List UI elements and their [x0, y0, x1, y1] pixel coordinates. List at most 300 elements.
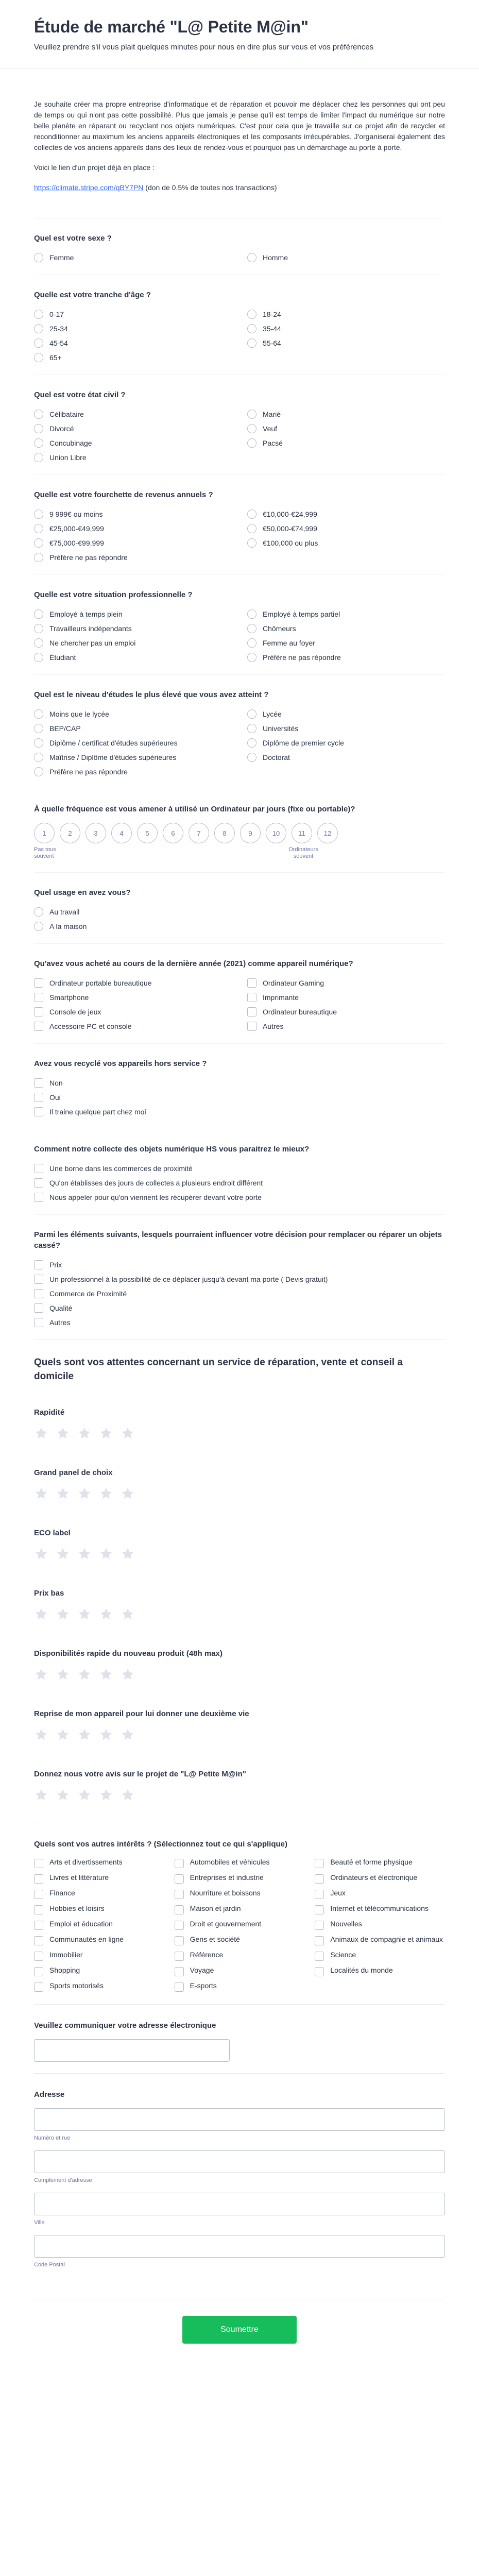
checkbox[interactable] [34, 1275, 43, 1284]
checkbox-option[interactable] [315, 1935, 445, 1946]
option-label: 35-44 [263, 325, 281, 333]
checkbox-option[interactable] [175, 1920, 305, 1931]
radio-option[interactable] [34, 437, 232, 449]
scale-option[interactable]: 7 [189, 823, 209, 843]
checkbox[interactable] [315, 1859, 324, 1868]
form-subtitle: Veuillez prendre s'il vous plait quelques minutes pour nous en dire plus sur vous et vos préférences [34, 43, 374, 52]
radio-option[interactable] [34, 323, 232, 334]
checkbox-option[interactable] [315, 1920, 445, 1931]
star-icon[interactable] [99, 1547, 113, 1561]
checkbox[interactable] [34, 978, 43, 988]
rating-question [34, 1642, 445, 1702]
checkbox[interactable] [34, 1260, 43, 1269]
radio-option[interactable] [247, 437, 445, 449]
radio-button[interactable] [247, 324, 256, 333]
checkbox-option[interactable] [34, 1288, 445, 1299]
frequency-scale [34, 823, 445, 843]
form-title: Étude de marché "L@ Petite M@in" [34, 18, 309, 36]
checkbox-option[interactable] [34, 1889, 164, 1900]
option-label: Employé à temps partiel [263, 610, 340, 618]
question-label: Qu'avez vous acheté au cours de la dernière année (2021) comme appareil numérique? [34, 959, 353, 968]
option-label: Animaux de compagnie et animaux [330, 1935, 443, 1943]
checkbox-option[interactable] [34, 1106, 445, 1117]
checkbox-option[interactable] [175, 1858, 305, 1869]
option-label: Une borne dans les commerces de proximité [49, 1164, 193, 1173]
star-icon[interactable] [121, 1486, 135, 1501]
scale-option[interactable]: 5 [137, 823, 158, 843]
radio-button[interactable] [34, 524, 43, 533]
checkbox[interactable] [175, 1905, 184, 1914]
checkbox-option[interactable] [34, 1904, 164, 1916]
option-label: Livres et littérature [49, 1873, 109, 1882]
radio-button[interactable] [34, 638, 43, 648]
checkbox-option[interactable] [175, 1981, 305, 1993]
radio-button[interactable] [34, 709, 43, 719]
project-link[interactable]: https://climate.stripe.com/qBY7PN [34, 183, 144, 192]
checkbox-option[interactable] [34, 1966, 164, 1977]
option-label: Droit et gouvernement [190, 1920, 262, 1928]
star-icon[interactable] [99, 1667, 113, 1682]
star-icon[interactable] [99, 1607, 113, 1621]
star-icon[interactable] [56, 1426, 70, 1440]
radio-button[interactable] [34, 922, 43, 931]
radio-option[interactable] [34, 409, 232, 420]
radio-button[interactable] [34, 510, 43, 519]
scale-option[interactable]: 1 [34, 823, 55, 843]
question-label: Disponibilités rapide du nouveau produit (48h max) [34, 1649, 223, 1658]
star-rating [34, 1607, 445, 1621]
star-icon[interactable] [34, 1547, 48, 1561]
radio-option[interactable] [34, 537, 232, 549]
question-etudes [34, 674, 445, 789]
checkbox[interactable] [34, 1952, 43, 1961]
star-icon[interactable] [34, 1607, 48, 1621]
checkbox-option[interactable] [247, 1006, 445, 1018]
star-icon[interactable] [34, 1788, 48, 1802]
radio-button[interactable] [34, 907, 43, 917]
question-label: Veuillez communiquer votre adresse électronique [34, 2021, 216, 2030]
rating-question [34, 1702, 445, 1762]
checkbox[interactable] [34, 1859, 43, 1868]
checkbox-option[interactable] [34, 1317, 445, 1328]
intro-link-lead: Voici le lien d'un projet déjà en place : [34, 163, 155, 172]
checkbox-option[interactable] [34, 1077, 445, 1089]
checkbox[interactable] [34, 1178, 43, 1188]
checkbox[interactable] [34, 1078, 43, 1088]
checkbox[interactable] [315, 1936, 324, 1945]
star-rating [34, 1547, 445, 1561]
star-icon[interactable] [121, 1547, 135, 1561]
radio-button[interactable] [34, 353, 43, 362]
option-label: Internet et télécommunications [330, 1904, 429, 1912]
radio-option[interactable] [247, 423, 445, 434]
checkbox-option[interactable] [34, 1177, 445, 1189]
checkbox-option[interactable] [34, 1259, 445, 1270]
checkbox[interactable] [34, 1890, 43, 1899]
option-label: Finance [49, 1889, 75, 1897]
checkbox[interactable] [34, 1289, 43, 1298]
radio-option[interactable] [247, 309, 445, 320]
radio-button[interactable] [34, 738, 43, 748]
scale-option[interactable]: 3 [85, 823, 106, 843]
radio-option[interactable] [247, 537, 445, 549]
checkbox[interactable] [34, 1022, 43, 1031]
checkbox-option[interactable] [34, 1006, 232, 1018]
checkbox[interactable] [175, 1952, 184, 1961]
checkbox-option[interactable] [34, 1873, 164, 1885]
star-icon[interactable] [121, 1667, 135, 1682]
checkbox-option[interactable] [34, 1981, 164, 1993]
option-label: A la maison [49, 922, 87, 930]
star-icon[interactable] [56, 1607, 70, 1621]
checkbox-option[interactable] [34, 1021, 232, 1032]
checkbox[interactable] [34, 1093, 43, 1102]
radio-button[interactable] [247, 709, 256, 719]
radio-option[interactable] [247, 637, 445, 649]
radio-option[interactable] [34, 652, 232, 663]
star-icon[interactable] [34, 1727, 48, 1742]
checkbox[interactable] [175, 1982, 184, 1992]
radio-button[interactable] [34, 538, 43, 548]
checkbox[interactable] [175, 1874, 184, 1884]
radio-button[interactable] [247, 624, 256, 633]
question-achat [34, 943, 445, 1043]
star-icon[interactable] [77, 1788, 92, 1802]
checkbox-option[interactable] [34, 992, 232, 1003]
star-icon[interactable] [34, 1486, 48, 1501]
radio-option[interactable] [247, 323, 445, 334]
option-label: Jeux [330, 1889, 346, 1897]
star-icon[interactable] [77, 1426, 92, 1440]
checkbox[interactable] [34, 1318, 43, 1327]
checkbox[interactable] [34, 1921, 43, 1930]
radio-button[interactable] [34, 424, 43, 433]
radio-button[interactable] [34, 767, 43, 776]
scale-option[interactable]: 11 [292, 823, 312, 843]
star-icon[interactable] [121, 1607, 135, 1621]
radio-option[interactable] [34, 552, 232, 563]
question-label: Avez vous recyclé vos appareils hors service ? [34, 1059, 207, 1068]
radio-button[interactable] [247, 310, 256, 319]
radio-button[interactable] [34, 624, 43, 633]
radio-button[interactable] [247, 538, 256, 548]
radio-option[interactable] [34, 523, 232, 534]
star-icon[interactable] [99, 1486, 113, 1501]
scale-labels [34, 846, 343, 861]
option-label: Communautés en ligne [49, 1935, 124, 1943]
radio-option[interactable] [247, 652, 445, 663]
options-group [34, 608, 445, 663]
radio-option[interactable] [34, 309, 232, 320]
radio-option[interactable] [34, 723, 232, 734]
postal-code-field[interactable] [34, 2235, 445, 2258]
checkbox-option[interactable] [247, 977, 445, 989]
checkbox-option[interactable] [247, 1021, 445, 1032]
star-icon[interactable] [56, 1667, 70, 1682]
radio-option[interactable] [247, 337, 445, 349]
star-icon[interactable] [99, 1426, 113, 1440]
checkbox[interactable] [34, 993, 43, 1002]
checkbox[interactable] [315, 1967, 324, 1976]
scale-option[interactable]: 2 [60, 823, 80, 843]
radio-button[interactable] [247, 410, 256, 419]
checkbox[interactable] [247, 993, 256, 1002]
checkbox-option[interactable] [175, 1951, 305, 1962]
option-label: Qualité [49, 1304, 73, 1312]
option-label: €75,000-€99,999 [49, 539, 104, 547]
radio-option[interactable] [247, 737, 445, 749]
option-label: Pacsé [263, 439, 283, 447]
radio-button[interactable] [34, 753, 43, 762]
submit-button[interactable]: Soumettre [182, 2316, 297, 2344]
radio-button[interactable] [247, 738, 256, 748]
question-label: Parmi les éléments suivants, lesquels pourraient influencer votre décision pour remplacer ou réparer un objets cassé? [34, 1230, 442, 1250]
radio-button[interactable] [247, 253, 256, 262]
radio-option[interactable] [247, 608, 445, 620]
interets-options [34, 1858, 445, 1993]
checkbox[interactable] [34, 1303, 43, 1313]
option-label: Console de jeux [49, 1008, 101, 1016]
radio-option[interactable] [34, 921, 445, 932]
radio-option[interactable] [34, 637, 232, 649]
checkbox[interactable] [315, 1952, 324, 1961]
checkbox-option[interactable] [315, 1889, 445, 1900]
star-icon[interactable] [77, 1607, 92, 1621]
question-label: Comment notre collecte des objets numérique HS vous paraitrez le mieux? [34, 1145, 310, 1154]
checkbox-option[interactable] [34, 1163, 445, 1174]
radio-button[interactable] [34, 410, 43, 419]
radio-button[interactable] [247, 753, 256, 762]
question-interets [34, 1823, 445, 2004]
star-icon[interactable] [77, 1547, 92, 1561]
scale-option[interactable]: 6 [163, 823, 183, 843]
star-icon[interactable] [56, 1788, 70, 1802]
checkbox-option[interactable] [315, 1858, 445, 1869]
scale-option[interactable]: 9 [240, 823, 261, 843]
checkbox[interactable] [247, 1022, 256, 1031]
street-field[interactable] [34, 2108, 445, 2131]
option-label: €10,000-€24,999 [263, 510, 317, 518]
star-icon[interactable] [77, 1667, 92, 1682]
form-header [0, 0, 479, 69]
option-label: Femme [49, 253, 74, 262]
radio-option[interactable] [34, 423, 232, 434]
radio-option[interactable] [247, 708, 445, 720]
star-icon[interactable] [99, 1788, 113, 1802]
scale-option[interactable]: 8 [214, 823, 235, 843]
radio-button[interactable] [247, 638, 256, 648]
checkbox-option[interactable] [175, 1966, 305, 1977]
checkbox-option[interactable] [247, 992, 445, 1003]
radio-option[interactable] [34, 906, 445, 918]
checkbox[interactable] [34, 1007, 43, 1016]
radio-option[interactable] [34, 752, 232, 763]
star-icon[interactable] [56, 1486, 70, 1501]
radio-option[interactable] [34, 452, 232, 463]
checkbox-option[interactable] [34, 1274, 445, 1285]
question-label: Rapidité [34, 1408, 65, 1417]
checkbox-option[interactable] [315, 1873, 445, 1885]
checkbox-option[interactable] [34, 1951, 164, 1962]
option-label: Étudiant [49, 653, 76, 662]
option-label: 25-34 [49, 325, 68, 333]
scale-option[interactable]: 12 [317, 823, 338, 843]
radio-button[interactable] [247, 424, 256, 433]
options-group [34, 509, 445, 563]
radio-option[interactable] [34, 608, 232, 620]
city-sublabel: Ville [34, 2219, 45, 2226]
option-label: €100,000 ou plus [263, 539, 318, 547]
radio-button[interactable] [247, 653, 256, 662]
radio-option[interactable] [34, 623, 232, 634]
radio-option[interactable] [247, 409, 445, 420]
star-icon[interactable] [56, 1727, 70, 1742]
checkbox-option[interactable] [34, 1935, 164, 1946]
star-rating [34, 1727, 445, 1742]
radio-button[interactable] [34, 338, 43, 348]
radio-option[interactable] [247, 252, 445, 263]
star-icon[interactable] [99, 1727, 113, 1742]
rating-question [34, 1521, 445, 1582]
option-label: Maîtrise / Diplôme d'études supérieures [49, 753, 177, 761]
star-icon[interactable] [121, 1727, 135, 1742]
address-complement-field[interactable] [34, 2150, 445, 2173]
checkbox[interactable] [34, 1193, 43, 1202]
checkbox[interactable] [34, 1107, 43, 1116]
radio-button[interactable] [34, 609, 43, 619]
checkbox[interactable] [34, 1164, 43, 1173]
checkbox-option[interactable] [315, 1966, 445, 1977]
option-label: Travailleurs indépendants [49, 624, 132, 633]
checkbox-option[interactable] [175, 1889, 305, 1900]
star-icon[interactable] [77, 1486, 92, 1501]
option-label: Emploi et éducation [49, 1920, 113, 1928]
star-icon[interactable] [34, 1667, 48, 1682]
star-icon[interactable] [77, 1727, 92, 1742]
checkbox[interactable] [315, 1874, 324, 1884]
radio-button[interactable] [247, 724, 256, 733]
options-group [34, 1259, 445, 1328]
radio-option[interactable] [247, 523, 445, 534]
checkbox-option[interactable] [315, 1904, 445, 1916]
checkbox[interactable] [315, 1890, 324, 1899]
option-label: 45-54 [49, 339, 68, 347]
checkbox-option[interactable] [34, 1192, 445, 1203]
radio-button[interactable] [247, 510, 256, 519]
radio-button[interactable] [34, 253, 43, 262]
checkbox[interactable] [34, 1982, 43, 1992]
radio-button[interactable] [247, 438, 256, 448]
star-icon[interactable] [56, 1547, 70, 1561]
question-collecte [34, 1129, 445, 1214]
option-label: 0-17 [49, 310, 64, 318]
option-label: Ordinateur portable bureautique [49, 979, 152, 987]
checkbox[interactable] [34, 1936, 43, 1945]
checkbox-option[interactable] [175, 1873, 305, 1885]
radio-option[interactable] [34, 737, 232, 749]
radio-option[interactable] [247, 623, 445, 634]
radio-button[interactable] [247, 609, 256, 619]
city-field[interactable] [34, 2193, 445, 2215]
option-label: Commerce de Proximité [49, 1290, 127, 1298]
radio-option[interactable] [247, 723, 445, 734]
question-usage [34, 872, 445, 943]
radio-button[interactable] [34, 438, 43, 448]
checkbox[interactable] [175, 1936, 184, 1945]
star-icon[interactable] [121, 1788, 135, 1802]
option-label: Diplôme / certificat d'études supérieures [49, 739, 178, 747]
radio-button[interactable] [34, 324, 43, 333]
radio-option[interactable] [34, 708, 232, 720]
checkbox[interactable] [34, 1967, 43, 1976]
radio-button[interactable] [34, 310, 43, 319]
checkbox[interactable] [315, 1905, 324, 1914]
option-label: 18-24 [263, 310, 281, 318]
star-icon[interactable] [121, 1426, 135, 1440]
intro-text [34, 69, 445, 218]
star-icon[interactable] [34, 1426, 48, 1440]
option-label: Préfère ne pas répondre [263, 653, 341, 662]
options-group [34, 906, 445, 932]
form-content [0, 69, 479, 2363]
radio-button[interactable] [34, 553, 43, 562]
checkbox-option[interactable] [34, 1920, 164, 1931]
checkbox-option[interactable] [34, 1302, 445, 1314]
option-label: Diplôme de premier cycle [263, 739, 344, 747]
radio-button[interactable] [34, 653, 43, 662]
option-label: Un professionnel à la possibilité de ce déplacer jusqu'à devant ma porte ( Devis gratuit) [49, 1275, 328, 1283]
checkbox[interactable] [34, 1905, 43, 1914]
checkbox[interactable] [34, 1874, 43, 1884]
radio-option[interactable] [34, 252, 232, 263]
scale-option[interactable]: 10 [266, 823, 286, 843]
checkbox-option[interactable] [315, 1951, 445, 1962]
checkbox-option[interactable] [34, 1092, 445, 1103]
radio-button[interactable] [247, 524, 256, 533]
checkbox[interactable] [247, 1007, 256, 1016]
intro-paragraph: Je souhaite créer ma propre entreprise d'informatique et de réparation et pouvoir me déplacer chez les personnes qui ont peu de temps ou qui n'ont pas cette possibilité. Plus que jamais je pense qu'il est temps de limiter l'impact du numérique sur notre belle planète en réparant ou recyclant nos objets numériques. C'est pour cela que je travaille sur ce projet afin de recycler et reconditionner au maximum les anciens appareils électroniques et les composants irrécupérables. J'organiserai également des collectes de vos anciens appareils dans des lieux de rendez-vous et pourquoi pas un démarchage au porte à porte. [34, 100, 445, 151]
checkbox[interactable] [175, 1967, 184, 1976]
option-label: Prix [49, 1261, 62, 1269]
checkbox[interactable] [247, 978, 256, 988]
checkbox-option[interactable] [175, 1904, 305, 1916]
scale-option[interactable]: 4 [111, 823, 132, 843]
option-label: Arts et divertissements [49, 1858, 123, 1866]
email-field[interactable] [34, 2039, 230, 2062]
radio-option[interactable] [34, 766, 232, 777]
question-label: Reprise de mon appareil pour lui donner une deuxième vie [34, 1709, 249, 1718]
checkbox[interactable] [175, 1921, 184, 1930]
question-label: Quelle est votre fourchette de revenus annuels ? [34, 490, 213, 499]
checkbox[interactable] [175, 1859, 184, 1868]
checkbox-option[interactable] [175, 1935, 305, 1946]
question-label: À quelle fréquence est vous amener à utilisé un Ordinateur par jours (fixe ou portable)? [34, 805, 355, 814]
checkbox-option[interactable] [34, 977, 232, 989]
radio-button[interactable] [247, 338, 256, 348]
radio-option[interactable] [247, 509, 445, 520]
checkbox[interactable] [315, 1921, 324, 1930]
radio-option[interactable] [34, 337, 232, 349]
intro-link-line [34, 182, 445, 193]
option-label: €50,000-€74,999 [263, 524, 317, 533]
radio-button[interactable] [34, 453, 43, 462]
checkbox-option[interactable] [34, 1858, 164, 1869]
radio-option[interactable] [247, 752, 445, 763]
radio-button[interactable] [34, 724, 43, 733]
checkbox[interactable] [175, 1890, 184, 1899]
radio-option[interactable] [34, 352, 232, 363]
radio-option[interactable] [34, 509, 232, 520]
